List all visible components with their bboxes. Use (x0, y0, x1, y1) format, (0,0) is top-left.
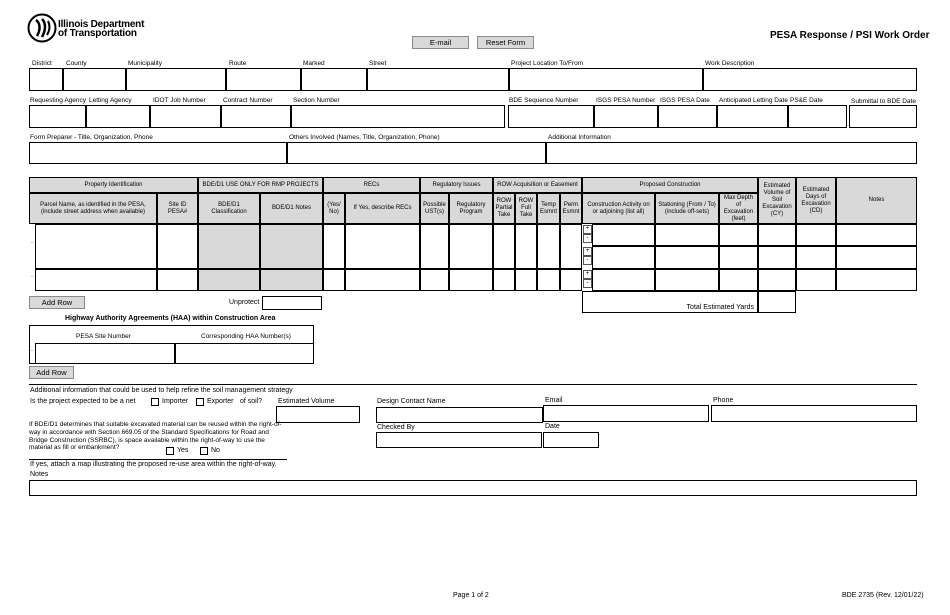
anticipated-letting-field[interactable] (717, 105, 788, 128)
street-field[interactable] (367, 68, 509, 91)
row-handle[interactable]: - (31, 348, 33, 354)
isgs-pesa-number-label: ISGS PESA Number (596, 97, 656, 104)
reuse-question: If BDE/D1 determines that suitable excavated material can be reused within the right-of-way in accordance with Section 669.05 of the Standard Specifications for Road and Bridge Construction (SSRBC), is space available within the right-of-way to use the material as fill or embankment? (29, 421, 282, 452)
submittal-bde-label: Submittal to BDE Date (851, 98, 917, 105)
total-yards-label: Total Estimated Yards (686, 304, 754, 311)
phone-field[interactable] (711, 405, 917, 422)
col-regulatory-program: Regulatory Program (449, 193, 493, 224)
pse-date-field[interactable] (788, 105, 847, 128)
county-label: County (66, 60, 87, 67)
stationing-input[interactable] (655, 269, 719, 291)
haa-site-number-input[interactable] (35, 343, 175, 364)
col-construction-activity: Construction Activity on or adjoining (list all) (582, 193, 655, 224)
describe-recs-input[interactable] (345, 224, 420, 269)
estimated-volume-label: Estimated Volume (278, 398, 335, 405)
max-depth-input[interactable] (719, 224, 758, 246)
page-number: Page 1 of 2 (453, 592, 489, 599)
total-yards-label-box (582, 291, 758, 313)
anticipated-letting-label: Anticipated Letting Date (719, 97, 789, 104)
idot-job-number-label: IDOT Job Number (153, 97, 206, 104)
construction-activity-input[interactable] (592, 224, 655, 246)
isgs-pesa-number-field[interactable] (594, 105, 658, 128)
district-field[interactable] (29, 68, 63, 91)
header-row-acquisition: ROW Acquisition or Easement (493, 177, 582, 193)
importer-checkbox[interactable] (151, 398, 159, 406)
construction-activity-input[interactable] (592, 269, 655, 291)
project-location-label: Project Location To/From (511, 60, 584, 67)
header-bde-d1-use: BDE/D1 USE ONLY FOR RMP PROJECTS (198, 177, 323, 193)
notes-input[interactable] (836, 246, 917, 269)
row-partial-input[interactable] (493, 269, 515, 291)
project-location-field[interactable] (509, 68, 703, 91)
marked-label: Marked (303, 60, 325, 67)
work-description-field[interactable] (703, 68, 917, 91)
yes-no-input[interactable] (323, 224, 345, 269)
bde-sequence-field[interactable] (508, 105, 594, 128)
soil-info-heading: Additional information that could be used to help refine the soil management strategy (30, 387, 293, 394)
regulatory-program-input[interactable] (449, 269, 493, 291)
header-property-identification: Property Identification (29, 177, 198, 193)
estimated-days-input[interactable] (796, 224, 836, 246)
row-handle[interactable]: - (31, 274, 33, 280)
agency-name-line1: Illinois Department (58, 19, 145, 30)
bde-notes-input[interactable] (260, 224, 323, 269)
requesting-agency-field[interactable] (29, 105, 86, 128)
notes-input[interactable] (836, 224, 917, 246)
yes-no-input[interactable] (323, 269, 345, 291)
others-involved-label: Others Involved (Names, Title, Organization, Phone) (289, 134, 440, 141)
district-label: District (32, 60, 52, 67)
checked-by-label: Checked By (377, 424, 415, 431)
route-label: Route (229, 60, 247, 67)
col-row-partial: ROW Partial Take (493, 193, 515, 224)
bde-classification-input[interactable] (198, 224, 260, 269)
max-depth-input[interactable] (719, 246, 758, 269)
bde-sequence-label: BDE Sequence Number (509, 97, 579, 104)
bde-notes-input[interactable] (260, 269, 323, 291)
form-title: PESA Response / PSI Work Order (770, 30, 930, 41)
design-contact-label: Design Contact Name (377, 398, 446, 405)
stationing-input[interactable] (655, 224, 719, 246)
row-partial-input[interactable] (493, 224, 515, 269)
parcel-name-input[interactable] (35, 269, 157, 291)
col-possible-ust: Possible UST(s) (420, 193, 449, 224)
col-row-full: ROW Full Take (515, 193, 537, 224)
estimated-volume-input[interactable] (758, 246, 796, 269)
row-full-input[interactable] (515, 269, 537, 291)
checked-by-field[interactable] (376, 432, 542, 448)
remove-subrow-button[interactable]: - (583, 234, 592, 243)
section-number-label: Section Number (293, 97, 340, 104)
describe-recs-input[interactable] (345, 269, 420, 291)
add-subrow-button[interactable]: + (583, 225, 592, 234)
work-description-label: Work Description (705, 60, 755, 67)
date-field[interactable] (543, 432, 599, 448)
submittal-bde-field[interactable] (849, 105, 917, 128)
header-estimated-days: Estimated Days of Excavation (CD) (796, 177, 836, 224)
estimated-days-input[interactable] (796, 246, 836, 269)
unprotect-field[interactable] (262, 296, 322, 310)
estimated-volume-input[interactable] (758, 269, 796, 291)
section-number-field[interactable] (291, 105, 505, 128)
col-perm-esmnt: Perm Esmnt (560, 193, 582, 224)
col-temp-esmnt: Temp Esmnt (537, 193, 560, 224)
importer-label: Importer (162, 398, 189, 405)
remove-subrow-button[interactable]: - (583, 279, 592, 288)
isgs-pesa-date-label: ISGS PESA Date (660, 97, 710, 104)
stationing-input[interactable] (655, 246, 719, 269)
form-preparer-field[interactable] (29, 142, 287, 164)
haa-number-input[interactable] (175, 343, 314, 364)
bde-classification-input[interactable] (198, 269, 260, 291)
col-max-depth: Max Depth of Excavation (feet) (719, 193, 758, 224)
possible-ust-input[interactable] (420, 224, 449, 269)
estimated-volume-input[interactable] (758, 224, 796, 246)
letting-agency-label: Letting Agency (89, 97, 132, 104)
col-parcel-name: Parcel Name, as identified in the PESA, (include street address when available) (29, 193, 157, 224)
notes-field[interactable] (29, 480, 917, 496)
regulatory-program-input[interactable] (449, 224, 493, 269)
contract-number-label: Contract Number (223, 97, 273, 104)
site-id-input[interactable] (157, 224, 198, 269)
attach-map-note: If yes, attach a map illustrating the proposed re-use area within the right-of-way. (30, 461, 277, 468)
idot-job-number-field[interactable] (150, 105, 221, 128)
municipality-label: Municipality (128, 60, 162, 67)
route-field[interactable] (226, 68, 301, 91)
parcel-name-input[interactable] (35, 224, 157, 269)
header-notes: Notes (836, 177, 917, 224)
notes-input[interactable] (836, 269, 917, 291)
header-recs: RECs (323, 177, 420, 193)
add-row-button[interactable]: Add Row (29, 296, 85, 309)
estimated-days-input[interactable] (796, 269, 836, 291)
reuse-yes-label: Yes (177, 447, 189, 454)
construction-activity-input[interactable] (592, 246, 655, 269)
temp-esmnt-input[interactable] (537, 224, 560, 269)
col-stationing: Stationing (From / To) (include off-sets) (655, 193, 719, 224)
col-bde-notes: BDE/D1 Notes (260, 193, 323, 224)
net-soil-question: Is the project expected to be a net (30, 398, 136, 405)
col-site-id: Site ID PESA# (157, 193, 198, 224)
email-field[interactable] (543, 405, 709, 422)
reset-form-button[interactable]: Reset Form (477, 36, 534, 49)
perm-esmnt-input[interactable] (560, 224, 582, 269)
notes-label: Notes (30, 471, 49, 478)
col-yes-no: (Yes/ No) (323, 193, 345, 224)
remove-subrow-button[interactable]: - (583, 256, 592, 265)
email-button[interactable]: E-mail (412, 36, 469, 49)
haa-add-row-button[interactable]: Add Row (29, 366, 74, 379)
street-label: Street (369, 60, 387, 67)
exporter-checkbox[interactable] (196, 398, 204, 406)
haa-col-site-number: PESA Site Number (76, 333, 131, 340)
agency-name-line2: of Transportation (58, 28, 137, 39)
header-regulatory-issues: Regulatory Issues (420, 177, 493, 193)
municipality-field[interactable] (126, 68, 226, 91)
email-label: Email (545, 397, 563, 404)
header-proposed-construction: Proposed Construction (582, 177, 758, 193)
add-subrow-button[interactable]: + (583, 247, 592, 256)
site-id-input[interactable] (157, 269, 198, 291)
pse-date-label: PS&E Date (790, 97, 823, 104)
reuse-yes-checkbox[interactable] (166, 447, 174, 455)
idot-logo (27, 13, 167, 45)
date-label: Date (545, 423, 560, 430)
temp-esmnt-input[interactable] (537, 269, 560, 291)
reuse-no-label: No (211, 447, 220, 454)
possible-ust-input[interactable] (420, 269, 449, 291)
total-yards-field[interactable] (758, 291, 796, 313)
additional-info-label: Additional Information (548, 134, 611, 141)
perm-esmnt-input[interactable] (560, 269, 582, 291)
row-handle[interactable]: - (31, 240, 33, 246)
others-involved-field[interactable] (287, 142, 546, 164)
letting-agency-field[interactable] (86, 105, 150, 128)
marked-field[interactable] (301, 68, 367, 91)
add-subrow-button[interactable]: + (583, 270, 592, 279)
haa-title: Highway Authority Agreements (HAA) within Construction Area (65, 315, 276, 322)
haa-col-haa-numbers: Corresponding HAA Number(s) (201, 333, 291, 340)
row-full-input[interactable] (515, 224, 537, 269)
idot-seal-icon (27, 13, 57, 43)
county-field[interactable] (63, 68, 126, 91)
requesting-agency-label: Requesting Agency (30, 97, 87, 104)
exporter-label: Exporter (207, 398, 234, 405)
reuse-divider (29, 459, 287, 460)
form-preparer-label: Form Preparer - Title, Organization, Phone (30, 134, 153, 141)
additional-info-field[interactable] (546, 142, 917, 164)
of-soil-label: of soil? (240, 398, 263, 405)
reuse-no-checkbox[interactable] (200, 447, 208, 455)
section-divider (29, 384, 917, 385)
design-contact-field[interactable] (376, 407, 543, 423)
estimated-volume-field[interactable] (276, 406, 360, 423)
col-bde-classification: BDE/D1 Classification (198, 193, 260, 224)
isgs-pesa-date-field[interactable] (658, 105, 717, 128)
phone-label: Phone (713, 397, 734, 404)
form-number: BDE 2735 (Rev. 12/01/22) (842, 592, 924, 599)
max-depth-input[interactable] (719, 269, 758, 291)
header-estimated-volume: Estimated Volume of Soil Excavation (CY) (758, 177, 796, 224)
contract-number-field[interactable] (221, 105, 291, 128)
unprotect-label: Unprotect (229, 299, 260, 306)
col-describe-recs: If Yes, describe RECs (345, 193, 420, 224)
